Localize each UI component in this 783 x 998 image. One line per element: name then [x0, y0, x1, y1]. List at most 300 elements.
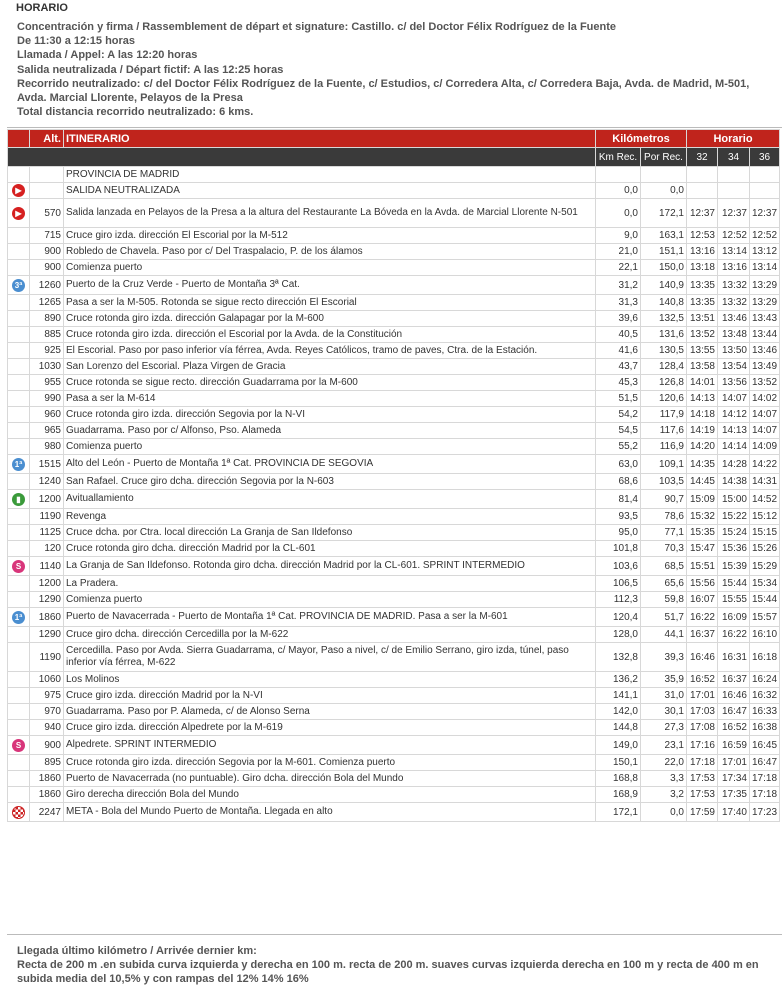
km-rec-cell: 31,3 — [596, 295, 641, 311]
km-rec-cell: 128,0 — [596, 627, 641, 643]
time-34-cell: 15:22 — [718, 509, 750, 525]
time-34-cell: 15:55 — [718, 592, 750, 608]
km-rec-cell: 9,0 — [596, 228, 641, 244]
row-icon-cell — [8, 311, 30, 327]
time-34-cell — [718, 167, 750, 183]
description-cell: Cruce rotonda giro izda. dirección Galapagar por la M-600 — [64, 311, 596, 327]
km-rec-cell: 22,1 — [596, 260, 641, 276]
km-rec-cell: 43,7 — [596, 359, 641, 375]
altitude-cell: 990 — [30, 391, 64, 407]
time-32-cell — [687, 183, 718, 199]
time-32-cell: 14:01 — [687, 375, 718, 391]
speed-36-header: 36 — [750, 148, 780, 167]
por-rec-cell: 65,6 — [641, 576, 687, 592]
time-34-cell: 14:13 — [718, 423, 750, 439]
por-rec-cell: 120,6 — [641, 391, 687, 407]
time-36-cell: 14:31 — [750, 474, 780, 490]
row-icon-cell — [8, 704, 30, 720]
por-rec-cell: 150,0 — [641, 260, 687, 276]
description-cell: SALIDA NEUTRALIZADA — [64, 183, 596, 199]
description-cell: Alto del León - Puerto de Montaña 1ª Cat. PROVINCIA DE SEGOVIA — [64, 455, 596, 474]
time-32-cell: 14:13 — [687, 391, 718, 407]
description-cell: Puerto de Navacerrada - Puerto de Montaña 1ª Cat. PROVINCIA DE MADRID. Pasa a ser la M-601 — [64, 608, 596, 627]
description-cell: Los Molinos — [64, 672, 596, 688]
itinerary-row — [8, 525, 780, 541]
altitude-cell — [30, 183, 64, 199]
itinerary-body — [8, 167, 780, 822]
altitude-cell: 570 — [30, 199, 64, 228]
altitude-cell: 965 — [30, 423, 64, 439]
sprint-icon: S — [12, 739, 25, 752]
description-cell: Comienza puerto — [64, 260, 596, 276]
itinerary-row — [8, 755, 780, 771]
description-cell: Revenga — [64, 509, 596, 525]
itinerary-row — [8, 541, 780, 557]
time-34-cell: 13:32 — [718, 295, 750, 311]
time-34-cell: 14:38 — [718, 474, 750, 490]
time-32-cell: 17:53 — [687, 787, 718, 803]
row-icon-cell — [8, 509, 30, 525]
por-rec-cell: 30,1 — [641, 704, 687, 720]
km-rec-cell: 41,6 — [596, 343, 641, 359]
description-cell: Cruce giro izda. dirección Madrid por la N-VI — [64, 688, 596, 704]
por-rec-cell: 31,0 — [641, 688, 687, 704]
km-rec-cell: 63,0 — [596, 455, 641, 474]
time-34-cell: 13:16 — [718, 260, 750, 276]
altitude-cell: 1860 — [30, 771, 64, 787]
km-rec-cell: 136,2 — [596, 672, 641, 688]
por-rec-cell — [641, 167, 687, 183]
km-rec-cell: 132,8 — [596, 643, 641, 672]
row-icon-cell — [8, 327, 30, 343]
itinerary-row — [8, 439, 780, 455]
por-rec-header: Por Rec. — [641, 148, 687, 167]
time-34-cell: 16:59 — [718, 736, 750, 755]
altitude-cell: 900 — [30, 244, 64, 260]
km-rec-cell: 144,8 — [596, 720, 641, 736]
itinerary-row — [8, 557, 780, 576]
itinerary-row — [8, 228, 780, 244]
itinerary-row — [8, 183, 780, 199]
altitude-cell: 1030 — [30, 359, 64, 375]
divider — [7, 127, 782, 128]
itinerary-row — [8, 643, 780, 672]
time-32-cell: 14:18 — [687, 407, 718, 423]
row-icon-cell — [8, 736, 30, 755]
altitude-cell: 1515 — [30, 455, 64, 474]
time-34-cell: 13:32 — [718, 276, 750, 295]
itinerary-row — [8, 771, 780, 787]
time-32-cell: 17:16 — [687, 736, 718, 755]
altitude-cell: 715 — [30, 228, 64, 244]
time-34-cell: 15:39 — [718, 557, 750, 576]
row-icon-cell — [8, 167, 30, 183]
km-rec-cell: 0,0 — [596, 199, 641, 228]
itinerary-row — [8, 736, 780, 755]
time-36-cell: 14:07 — [750, 423, 780, 439]
por-rec-cell: 132,5 — [641, 311, 687, 327]
time-34-cell: 13:46 — [718, 311, 750, 327]
alt-header: Alt. — [30, 130, 64, 148]
time-36-cell: 17:18 — [750, 787, 780, 803]
time-36-cell: 15:44 — [750, 592, 780, 608]
time-32-cell: 16:46 — [687, 643, 718, 672]
km-rec-cell: 106,5 — [596, 576, 641, 592]
description-cell: La Pradera. — [64, 576, 596, 592]
altitude-cell: 1200 — [30, 490, 64, 509]
altitude-cell: 1265 — [30, 295, 64, 311]
itinerary-row — [8, 474, 780, 490]
time-36-cell — [750, 183, 780, 199]
time-34-cell: 17:35 — [718, 787, 750, 803]
time-34-cell: 15:24 — [718, 525, 750, 541]
altitude-cell: 980 — [30, 439, 64, 455]
altitude-cell: 1260 — [30, 276, 64, 295]
time-32-cell: 17:03 — [687, 704, 718, 720]
row-icon-cell — [8, 787, 30, 803]
time-36-cell: 14:22 — [750, 455, 780, 474]
description-cell: Avituallamiento — [64, 490, 596, 509]
altitude-cell: 1190 — [30, 509, 64, 525]
row-icon-cell — [8, 391, 30, 407]
description-cell: Comienza puerto — [64, 439, 596, 455]
km-rec-cell: 51,5 — [596, 391, 641, 407]
km-rec-cell: 101,8 — [596, 541, 641, 557]
km-rec-cell: 31,2 — [596, 276, 641, 295]
time-36-cell: 13:44 — [750, 327, 780, 343]
time-34-cell — [718, 183, 750, 199]
start-icon: ▶ — [12, 207, 25, 220]
start-icon: ▶ — [12, 184, 25, 197]
altitude-cell: 2247 — [30, 803, 64, 822]
time-32-cell: 15:47 — [687, 541, 718, 557]
por-rec-cell: 140,9 — [641, 276, 687, 295]
altitude-cell: 885 — [30, 327, 64, 343]
time-36-cell: 14:09 — [750, 439, 780, 455]
itinerario-header: ITINERARIO — [64, 130, 596, 148]
por-rec-cell: 116,9 — [641, 439, 687, 455]
time-36-cell: 14:02 — [750, 391, 780, 407]
time-32-cell — [687, 167, 718, 183]
km-rec-cell: 168,8 — [596, 771, 641, 787]
row-icon-cell — [8, 260, 30, 276]
info-line: De 11:30 a 12:15 horas — [17, 35, 136, 48]
time-36-cell: 15:57 — [750, 608, 780, 627]
time-34-cell: 17:40 — [718, 803, 750, 822]
time-32-cell: 15:56 — [687, 576, 718, 592]
time-36-cell: 13:29 — [750, 295, 780, 311]
time-34-cell: 16:47 — [718, 704, 750, 720]
altitude-cell: 900 — [30, 260, 64, 276]
km-rec-cell: 141,1 — [596, 688, 641, 704]
time-32-cell: 15:09 — [687, 490, 718, 509]
description-cell: Cercedilla. Paso por Avda. Sierra Guadarrama, c/ Mayor, Paso a nivel, c/ de Emilio Serrano, giro izda, túnel, paso inferior vía férrea, M-622 — [64, 643, 596, 672]
row-icon-cell — [8, 576, 30, 592]
time-34-cell: 17:01 — [718, 755, 750, 771]
por-rec-cell: 140,8 — [641, 295, 687, 311]
km-rec-cell: 95,0 — [596, 525, 641, 541]
time-34-cell: 16:31 — [718, 643, 750, 672]
time-36-cell: 16:10 — [750, 627, 780, 643]
itinerary-row — [8, 391, 780, 407]
km-rec-cell: 120,4 — [596, 608, 641, 627]
time-36-cell: 16:47 — [750, 755, 780, 771]
time-32-cell: 13:35 — [687, 276, 718, 295]
header-row — [8, 130, 780, 148]
time-32-cell: 17:59 — [687, 803, 718, 822]
time-36-cell: 16:32 — [750, 688, 780, 704]
km-rec-cell: 142,0 — [596, 704, 641, 720]
time-32-cell: 13:55 — [687, 343, 718, 359]
itinerary-row — [8, 455, 780, 474]
time-36-cell: 14:52 — [750, 490, 780, 509]
description-cell: Guadarrama. Paso por P. Alameda, c/ de Alonso Serna — [64, 704, 596, 720]
time-36-cell: 13:12 — [750, 244, 780, 260]
time-32-cell: 17:01 — [687, 688, 718, 704]
por-rec-cell: 109,1 — [641, 455, 687, 474]
kilometros-header: Kilómetros — [596, 130, 687, 148]
altitude-cell: 1060 — [30, 672, 64, 688]
row-icon-cell — [8, 407, 30, 423]
time-32-cell: 13:16 — [687, 244, 718, 260]
time-34-cell: 13:50 — [718, 343, 750, 359]
row-icon-cell — [8, 455, 30, 474]
description-cell: Robledo de Chavela. Paso por c/ Del Traspalacio, P. de los álamos — [64, 244, 596, 260]
time-36-cell: 15:12 — [750, 509, 780, 525]
row-icon-cell — [8, 608, 30, 627]
row-icon-cell — [8, 525, 30, 541]
speed-32-header: 32 — [687, 148, 718, 167]
time-34-cell: 13:54 — [718, 359, 750, 375]
km-rec-cell: 45,3 — [596, 375, 641, 391]
time-32-cell: 14:19 — [687, 423, 718, 439]
time-32-cell: 15:32 — [687, 509, 718, 525]
description-cell: Guadarrama. Paso por c/ Alfonso, Pso. Alameda — [64, 423, 596, 439]
time-36-cell — [750, 167, 780, 183]
time-32-cell: 12:53 — [687, 228, 718, 244]
time-34-cell: 15:44 — [718, 576, 750, 592]
altitude-cell: 975 — [30, 688, 64, 704]
icon-header — [8, 130, 30, 148]
time-32-cell: 15:51 — [687, 557, 718, 576]
row-icon-cell — [8, 643, 30, 672]
altitude-cell: 900 — [30, 736, 64, 755]
por-rec-cell: 51,7 — [641, 608, 687, 627]
row-icon-cell — [8, 183, 30, 199]
time-36-cell: 17:18 — [750, 771, 780, 787]
por-rec-cell: 68,5 — [641, 557, 687, 576]
time-32-cell: 16:37 — [687, 627, 718, 643]
por-rec-cell: 44,1 — [641, 627, 687, 643]
itinerary-row — [8, 509, 780, 525]
altitude-cell: 925 — [30, 343, 64, 359]
itinerary-row — [8, 276, 780, 295]
time-36-cell: 14:07 — [750, 407, 780, 423]
description-cell: La Granja de San Ildefonso. Rotonda giro dcha. dirección Madrid por la CL-601. SPRINT INTERMEDIO — [64, 557, 596, 576]
description-cell: Pasa a ser la M-505. Rotonda se sigue recto dirección El Escorial — [64, 295, 596, 311]
time-32-cell: 14:45 — [687, 474, 718, 490]
itinerary-row — [8, 704, 780, 720]
time-32-cell: 17:08 — [687, 720, 718, 736]
itinerary-row — [8, 688, 780, 704]
por-rec-cell: 0,0 — [641, 183, 687, 199]
time-32-cell: 13:18 — [687, 260, 718, 276]
row-icon-cell — [8, 244, 30, 260]
row-icon-cell — [8, 557, 30, 576]
time-36-cell: 15:15 — [750, 525, 780, 541]
row-icon-cell — [8, 343, 30, 359]
itinerary-row — [8, 576, 780, 592]
altitude-cell: 955 — [30, 375, 64, 391]
itinerary-row — [8, 592, 780, 608]
time-32-cell: 14:35 — [687, 455, 718, 474]
por-rec-cell: 172,1 — [641, 199, 687, 228]
km-rec-cell: 54,5 — [596, 423, 641, 439]
time-36-cell: 15:26 — [750, 541, 780, 557]
info-line: Salida neutralizada / Départ fictif: A las 12:25 horas — [17, 63, 284, 76]
mountain-3rd-cat-icon: 3ª — [12, 279, 25, 292]
altitude-cell: 1190 — [30, 643, 64, 672]
row-icon-cell — [8, 672, 30, 688]
altitude-cell: 1240 — [30, 474, 64, 490]
mountain-1st-cat-icon: 1ª — [12, 611, 25, 624]
row-icon-cell — [8, 228, 30, 244]
por-rec-cell: 35,9 — [641, 672, 687, 688]
por-rec-cell: 128,4 — [641, 359, 687, 375]
time-32-cell: 13:35 — [687, 295, 718, 311]
description-cell: Cruce rotonda se sigue recto. dirección Guadarrama por la M-600 — [64, 375, 596, 391]
por-rec-cell: 70,3 — [641, 541, 687, 557]
info-line: Recorrido neutralizado: c/ del Doctor Félix Rodríguez de la Fuente, c/ Estudios, c/ Corredera Alta, c/ Corredera Baja, Avda. de Madrid, M-501, — [17, 77, 750, 90]
time-36-cell: 12:52 — [750, 228, 780, 244]
km-rec-cell: 150,1 — [596, 755, 641, 771]
description-cell: Puerto de Navacerrada (no puntuable). Giro dcha. dirección Bola del Mundo — [64, 771, 596, 787]
altitude-cell: 960 — [30, 407, 64, 423]
por-rec-cell: 22,0 — [641, 755, 687, 771]
altitude-cell: 1860 — [30, 787, 64, 803]
description-cell: Cruce rotonda giro izda. dirección el Escorial por la Avda. de la Constitución — [64, 327, 596, 343]
last-km-info — [17, 944, 779, 987]
km-rec-cell — [596, 167, 641, 183]
description-cell: Cruce giro izda. dirección El Escorial por la M-512 — [64, 228, 596, 244]
time-36-cell: 16:24 — [750, 672, 780, 688]
por-rec-cell: 130,5 — [641, 343, 687, 359]
km-rec-cell: 54,2 — [596, 407, 641, 423]
feed-zone-icon: ▮ — [12, 493, 25, 506]
description-cell: Comienza puerto — [64, 592, 596, 608]
km-rec-cell: 172,1 — [596, 803, 641, 822]
itinerary-row — [8, 803, 780, 822]
time-36-cell: 13:52 — [750, 375, 780, 391]
altitude-cell: 895 — [30, 755, 64, 771]
speed-34-header: 34 — [718, 148, 750, 167]
itinerary-row — [8, 423, 780, 439]
subheader-row — [8, 148, 780, 167]
por-rec-cell: 23,1 — [641, 736, 687, 755]
por-rec-cell: 3,3 — [641, 771, 687, 787]
time-36-cell: 13:49 — [750, 359, 780, 375]
por-rec-cell: 0,0 — [641, 803, 687, 822]
por-rec-cell: 27,3 — [641, 720, 687, 736]
time-32-cell: 14:20 — [687, 439, 718, 455]
altitude-cell: 940 — [30, 720, 64, 736]
por-rec-cell: 77,1 — [641, 525, 687, 541]
row-icon-cell — [8, 375, 30, 391]
km-rec-header: Km Rec. — [596, 148, 641, 167]
sprint-icon: S — [12, 560, 25, 573]
km-rec-cell: 21,0 — [596, 244, 641, 260]
km-rec-cell: 168,9 — [596, 787, 641, 803]
altitude-cell: 1290 — [30, 627, 64, 643]
itinerary-row — [8, 672, 780, 688]
time-32-cell: 17:18 — [687, 755, 718, 771]
por-rec-cell: 117,9 — [641, 407, 687, 423]
itinerary-row — [8, 260, 780, 276]
itinerary-row — [8, 327, 780, 343]
por-rec-cell: 126,8 — [641, 375, 687, 391]
time-34-cell: 16:09 — [718, 608, 750, 627]
altitude-cell: 1125 — [30, 525, 64, 541]
time-32-cell: 17:53 — [687, 771, 718, 787]
itinerary-row — [8, 787, 780, 803]
description-cell: Cruce rotonda giro izda. dirección Segovia por la N-VI — [64, 407, 596, 423]
altitude-cell: 1290 — [30, 592, 64, 608]
itinerary-row — [8, 627, 780, 643]
mountain-1st-cat-icon: 1ª — [12, 458, 25, 471]
description-cell: Giro derecha dirección Bola del Mundo — [64, 787, 596, 803]
time-34-cell: 12:52 — [718, 228, 750, 244]
description-cell: Puerto de la Cruz Verde - Puerto de Montaña 3ª Cat. — [64, 276, 596, 295]
finish-flag-icon — [12, 806, 25, 819]
row-icon-cell — [8, 439, 30, 455]
time-36-cell: 13:46 — [750, 343, 780, 359]
row-icon-cell — [8, 474, 30, 490]
time-36-cell: 15:34 — [750, 576, 780, 592]
itinerary-row — [8, 490, 780, 509]
time-34-cell: 12:37 — [718, 199, 750, 228]
row-icon-cell — [8, 771, 30, 787]
time-34-cell: 16:22 — [718, 627, 750, 643]
row-icon-cell — [8, 276, 30, 295]
itinerary-row — [8, 244, 780, 260]
time-32-cell: 12:37 — [687, 199, 718, 228]
time-34-cell: 13:14 — [718, 244, 750, 260]
row-icon-cell — [8, 720, 30, 736]
time-36-cell: 16:18 — [750, 643, 780, 672]
divider — [7, 934, 782, 935]
row-icon-cell — [8, 359, 30, 375]
altitude-cell: 1860 — [30, 608, 64, 627]
itinerary-row — [8, 295, 780, 311]
description-cell: Cruce giro izda. dirección Alpedrete por la M-619 — [64, 720, 596, 736]
time-32-cell: 13:51 — [687, 311, 718, 327]
time-32-cell: 16:22 — [687, 608, 718, 627]
description-cell: Pasa a ser la M-614 — [64, 391, 596, 407]
description-cell: PROVINCIA DE MADRID — [64, 167, 596, 183]
row-icon-cell — [8, 541, 30, 557]
time-34-cell: 13:56 — [718, 375, 750, 391]
por-rec-cell: 103,5 — [641, 474, 687, 490]
info-line: Total distancia recorrido neutralizado: 6 kms. — [17, 106, 254, 119]
description-cell: Salida lanzada en Pelayos de la Presa a la altura del Restaurante La Bóveda en la Avda. de Marcial Llorente N-501 — [64, 199, 596, 228]
time-36-cell: 13:43 — [750, 311, 780, 327]
km-rec-cell: 149,0 — [596, 736, 641, 755]
time-34-cell: 14:14 — [718, 439, 750, 455]
row-icon-cell — [8, 592, 30, 608]
itinerary-row — [8, 375, 780, 391]
time-34-cell: 15:00 — [718, 490, 750, 509]
start-info — [17, 20, 777, 119]
